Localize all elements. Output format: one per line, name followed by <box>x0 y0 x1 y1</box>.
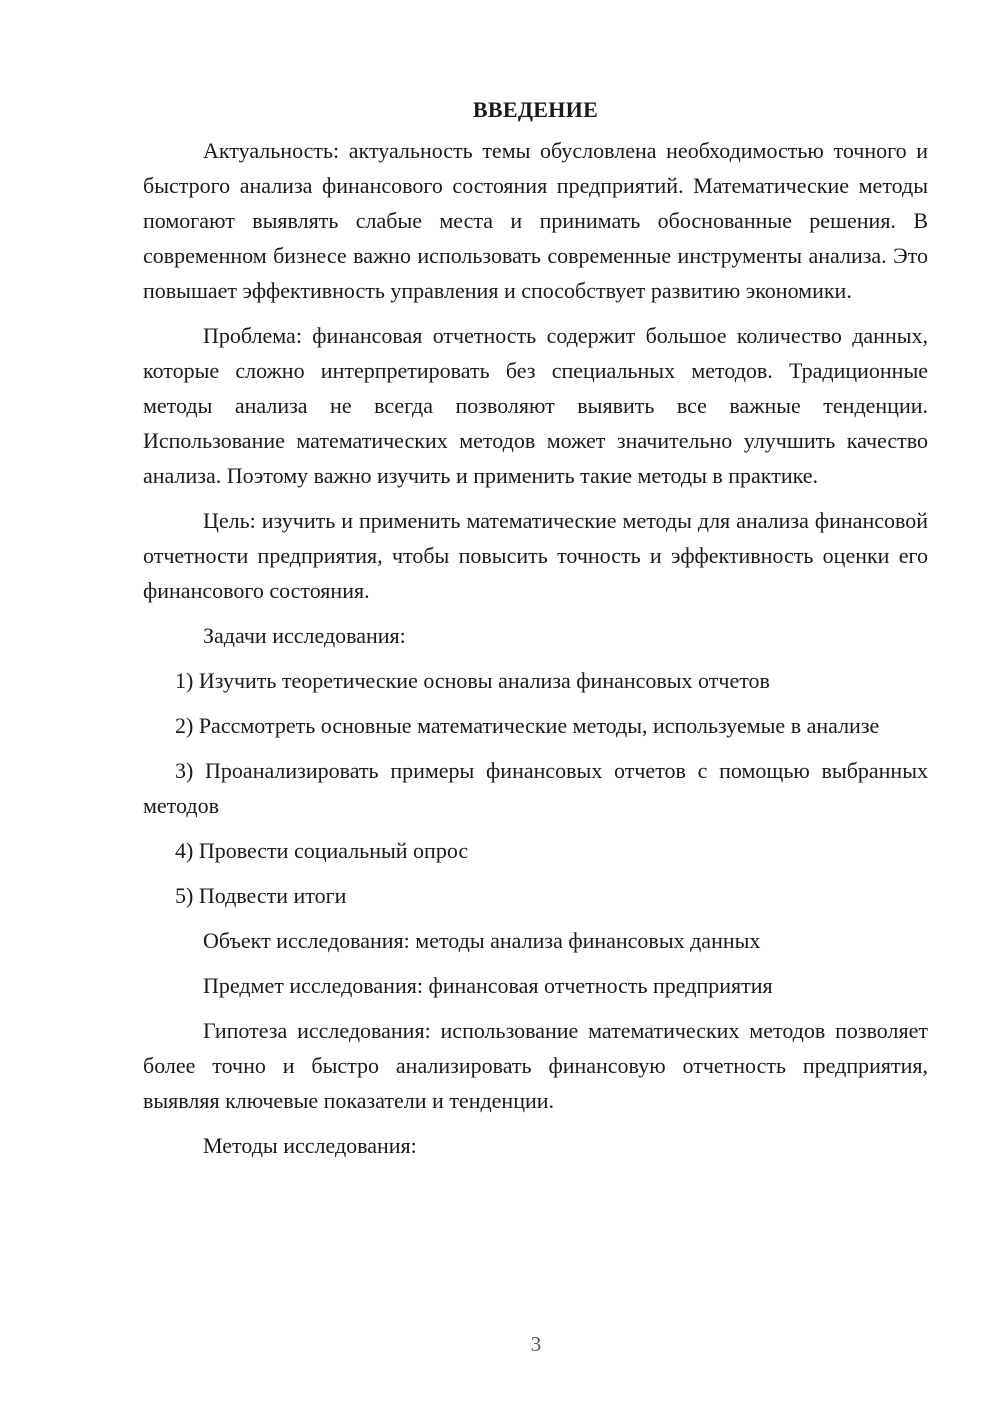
section-heading: ВВЕДЕНИЕ <box>472 97 599 122</box>
tasks-heading: Задачи исследования: <box>203 623 406 648</box>
relevance-paragraph: Актуальность: актуальность темы обусловлена необходимостью точного и быстрого анализа финансового состояния предприятий. Математические методы помогают выявлять слабые места и принимать обоснованные решения. В современном бизнесе важно использовать современные инструменты анализа. Это повышает эффективность управления и способствует развитию экономики. <box>143 138 928 303</box>
subject-paragraph: Предмет исследования: финансовая отчетность предприятия <box>203 973 773 998</box>
document-body <box>143 92 928 1173</box>
task-item-2: 2) Рассмотреть основные математические методы, используемые в анализе <box>175 713 880 738</box>
problem-paragraph: Проблема: финансовая отчетность содержит большое количество данных, которые сложно интерпретировать без специальных методов. Традиционные методы анализа не всегда позволяют выявить все важные тенденции. Использование математических методов может значительно улучшить качество анализа. Поэтому важно изучить и применить такие методы в практике. <box>143 323 928 488</box>
hypothesis-paragraph: Гипотеза исследования: использование математических методов позволяет более точно и быстро анализировать финансовую отчетность предприятия, выявляя ключевые показатели и тенденции. <box>143 1018 928 1113</box>
task-item-3: 3) Проанализировать примеры финансовых отчетов с помощью выбранных методов <box>143 758 928 818</box>
page-number: 3 <box>530 1332 542 1356</box>
methods-paragraph: Методы исследования: <box>203 1133 417 1158</box>
task-item-1: 1) Изучить теоретические основы анализа финансовых отчетов <box>175 668 770 693</box>
task-item-4: 4) Провести социальный опрос <box>175 838 469 863</box>
goal-paragraph: Цель: изучить и применить математические методы для анализа финансовой отчетности предприятия, чтобы повысить точность и эффективность оценки его финансового состояния. <box>143 508 928 603</box>
task-item-5: 5) Подвести итоги <box>175 883 347 908</box>
object-paragraph: Объект исследования: методы анализа финансовых данных <box>203 928 761 953</box>
